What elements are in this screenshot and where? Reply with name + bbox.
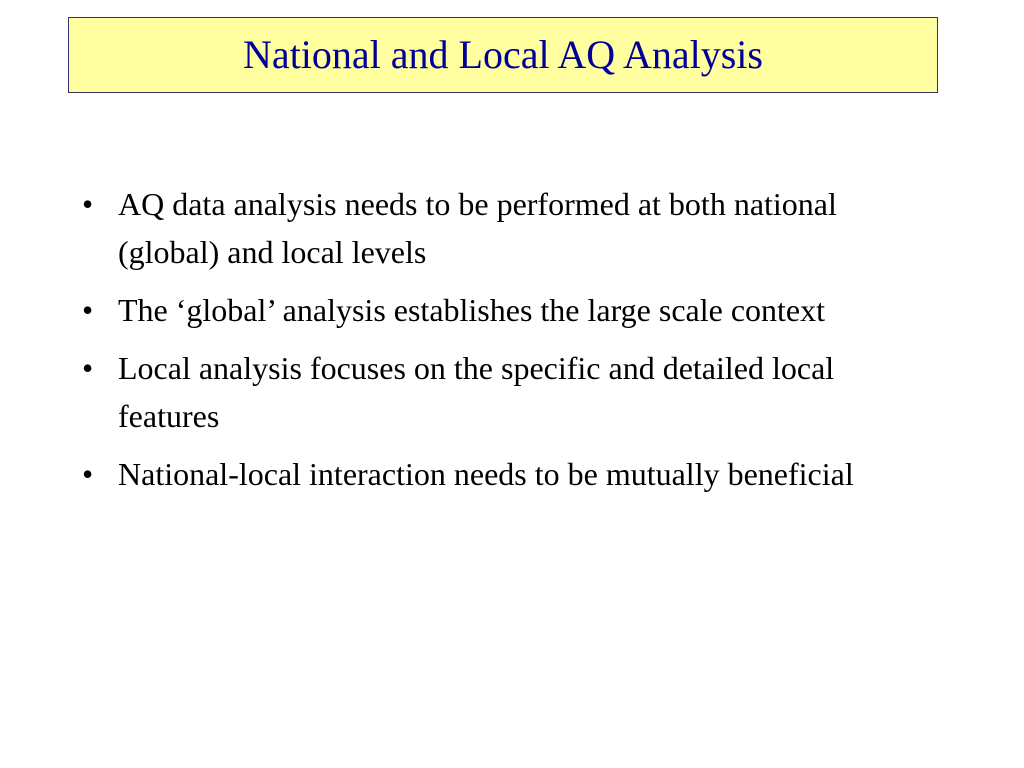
bullet-marker: •	[82, 186, 94, 222]
bullet-item	[82, 180, 942, 276]
bullet-item	[82, 450, 942, 498]
bullet-text: National-local interaction needs to be mutually beneficial	[118, 456, 854, 492]
bullet-text: Local analysis focuses on the specific and detailed local features	[118, 350, 835, 434]
bullet-text: The ‘global’ analysis establishes the large scale context	[118, 292, 826, 328]
bullet-item	[82, 286, 942, 334]
bullet-text: AQ data analysis needs to be performed at both national (global) and local levels	[118, 186, 837, 270]
slide-title: National and Local AQ Analysis	[243, 32, 763, 77]
bullet-marker: •	[82, 456, 94, 492]
bullet-list	[82, 180, 942, 508]
title-box	[68, 17, 938, 93]
bullet-item	[82, 344, 942, 440]
bullet-marker: •	[82, 292, 94, 328]
bullet-marker: •	[82, 350, 94, 386]
